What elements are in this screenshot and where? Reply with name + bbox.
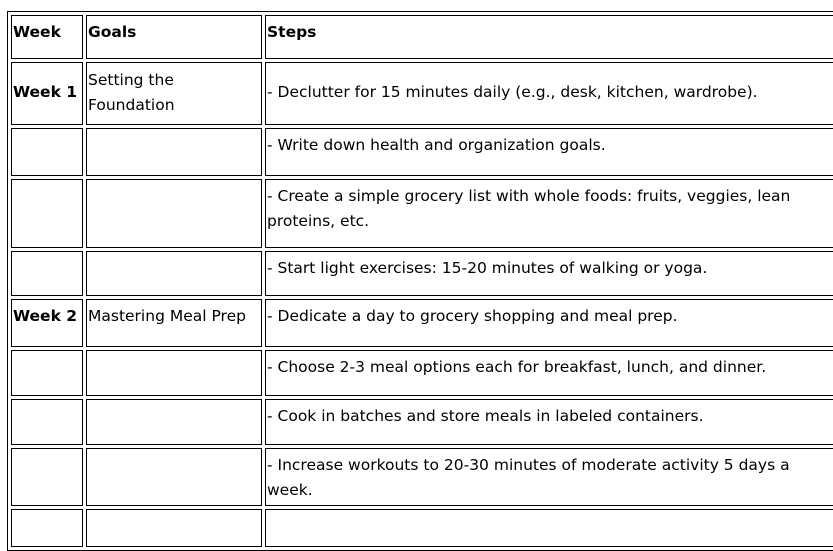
step-cell: - Declutter for 15 minutes daily (e.g., desk, kitchen, wardrobe). xyxy=(265,62,833,125)
header-goals: Goals xyxy=(86,15,262,59)
table-row xyxy=(11,251,833,296)
step-cell: - Dedicate a day to grocery shopping and meal prep. xyxy=(265,299,833,347)
goal-cell: Setting the Foundation xyxy=(86,62,262,125)
week-cell: Week 1 xyxy=(11,62,83,125)
table-row xyxy=(11,350,833,396)
goal-cell xyxy=(86,251,262,296)
table-row xyxy=(11,179,833,248)
step-cell: - Choose 2-3 meal options each for breakfast, lunch, and dinner. xyxy=(265,350,833,396)
table-row xyxy=(11,509,833,547)
step-cell xyxy=(265,509,833,547)
week-cell xyxy=(11,350,83,396)
week-cell: Week 2 xyxy=(11,299,83,347)
week-cell xyxy=(11,251,83,296)
step-cell: - Write down health and organization goals. xyxy=(265,128,833,176)
table-header-row xyxy=(11,15,833,59)
goal-cell xyxy=(86,509,262,547)
week-cell xyxy=(11,128,83,176)
step-cell: - Create a simple grocery list with whole foods: fruits, veggies, lean proteins, etc. xyxy=(265,179,833,248)
week-cell xyxy=(11,399,83,445)
goal-cell xyxy=(86,128,262,176)
goal-cell xyxy=(86,448,262,506)
week-cell xyxy=(11,179,83,248)
goal-cell xyxy=(86,350,262,396)
goal-cell: Mastering Meal Prep xyxy=(86,299,262,347)
goal-cell xyxy=(86,179,262,248)
table-row xyxy=(11,399,833,445)
step-cell: - Increase workouts to 20-30 minutes of moderate activity 5 days a week. xyxy=(265,448,833,506)
header-week: Week xyxy=(11,15,83,59)
table-row xyxy=(11,448,833,506)
table-row xyxy=(11,299,833,347)
week-cell xyxy=(11,448,83,506)
table-row xyxy=(11,62,833,125)
step-cell: - Cook in batches and store meals in labeled containers. xyxy=(265,399,833,445)
table-row xyxy=(11,128,833,176)
week-cell xyxy=(11,509,83,547)
header-steps: Steps xyxy=(265,15,833,59)
step-cell: - Start light exercises: 15-20 minutes of walking or yoga. xyxy=(265,251,833,296)
goal-cell xyxy=(86,399,262,445)
plan-table xyxy=(7,11,833,551)
